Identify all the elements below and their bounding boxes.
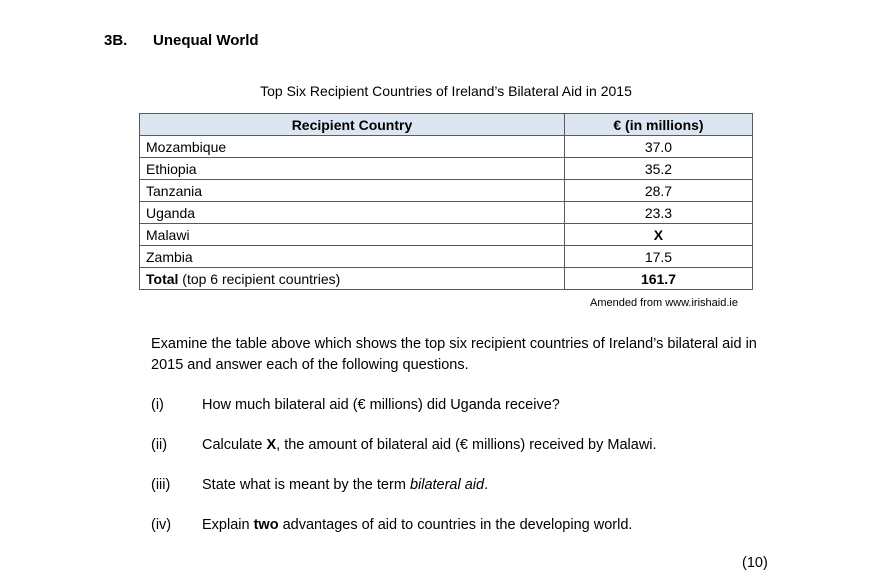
country-cell: Mozambique [140,136,565,158]
intro-text: Examine the table above which shows the top six recipient countries of Ireland’s bilateral aid in 2015 and answer each of the following questions. [151,336,757,373]
amount-cell: 37.0 [564,136,752,158]
table-row [140,202,753,224]
question-text-italic: bilateral aid [409,477,485,493]
question-text-bold: X [266,437,277,453]
amount-cell: 17.5 [564,246,752,268]
question-number: (iv) [151,517,172,533]
aid-table [139,113,753,290]
table-row [140,246,753,268]
question-text-part: , the amount of bilateral aid (€ millions) received by Malawi. [276,437,657,453]
question-number: (ii) [151,437,168,453]
question-text-part: Calculate [202,437,267,453]
question-number: (iii) [151,477,171,493]
question-number: (i) [151,397,164,413]
table-row [140,180,753,202]
question-text-part: State what is meant by the term [202,477,410,493]
country-cell: Zambia [140,246,565,268]
question-text-bold: two [253,517,279,533]
table-title [0,83,892,99]
table-title-text: Top Six Recipient Countries of Ireland’s Bilateral Aid in 2015 [260,83,632,99]
amount-cell: 35.2 [564,158,752,180]
total-label-cell [140,268,565,290]
question-text-part: advantages of aid to countries in the developing world. [278,517,633,533]
table-row [140,158,753,180]
table-header-row [140,114,753,136]
total-label-rest: (top 6 recipient countries) [178,270,341,287]
question-text [202,397,560,413]
amount-cell: 28.7 [564,180,752,202]
marks-label: (10) [742,555,768,571]
table-row [140,224,753,246]
table-total-row [140,268,753,290]
question-text [202,517,632,533]
column-header-country: Recipient Country [140,114,565,136]
total-label-bold: Total [146,270,179,287]
section-title: Unequal World [153,32,259,49]
amount-cell-unknown: X [564,224,752,246]
column-header-amount: € (in millions) [564,114,752,136]
table-row [140,136,753,158]
country-cell: Tanzania [140,180,565,202]
question-text-part: . [484,477,489,493]
country-cell: Malawi [140,224,565,246]
table-source: Amended from www.irishaid.ie [590,297,738,309]
amount-cell: 23.3 [564,202,752,224]
total-amount-cell: 161.7 [564,268,752,290]
question-text-part: Explain [202,517,254,533]
question-text [202,437,657,453]
question-text-part: How much bilateral aid (€ millions) did Uganda receive? [202,397,560,413]
question-text [202,477,488,493]
country-cell: Ethiopia [140,158,565,180]
section-number: 3B. [104,32,128,49]
country-cell: Uganda [140,202,565,224]
